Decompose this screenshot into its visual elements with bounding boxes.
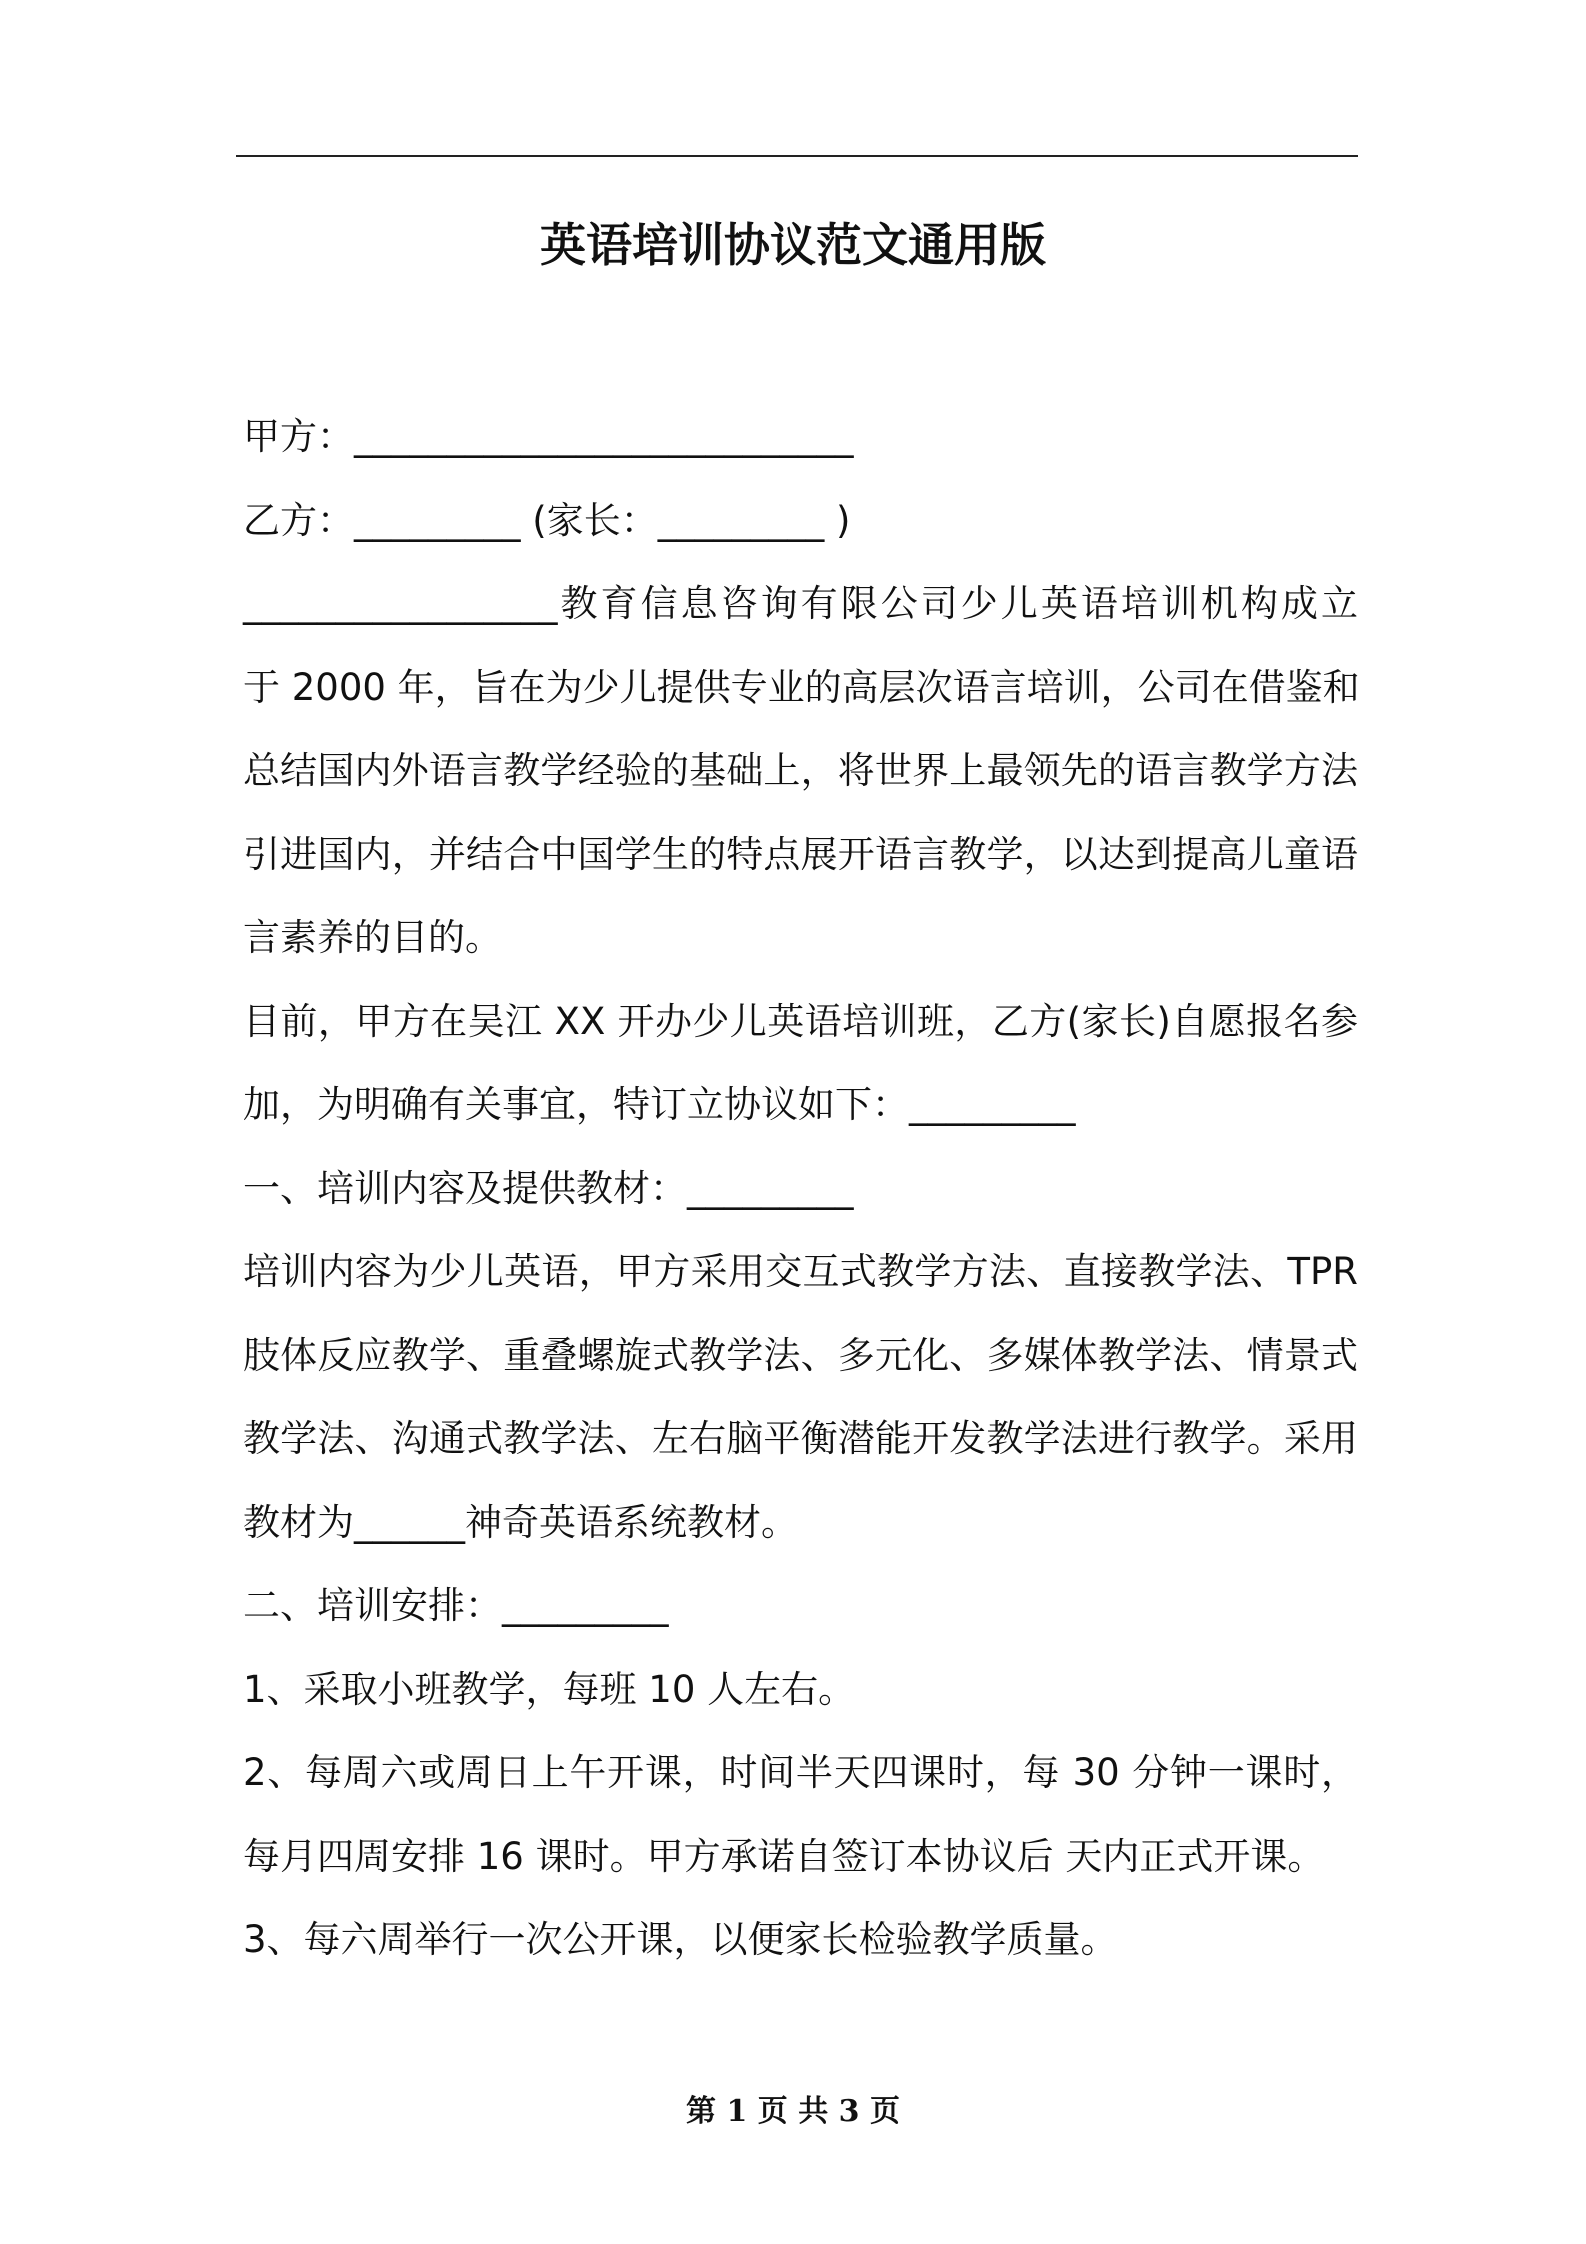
body-line: 培训内容为少儿英语，甲方采用交互式教学方法、直接教学法、TPR xyxy=(243,1250,1358,1293)
header-rule xyxy=(236,155,1358,157)
body-line: 于 2000 年，旨在为少儿提供专业的高层次语言培训，公司在借鉴和 xyxy=(243,665,1360,709)
document-title: 英语培训协议范文通用版 xyxy=(540,218,1046,272)
document-body xyxy=(243,395,1358,1982)
body-line: 教材为______神奇英语系统教材。 xyxy=(243,1500,798,1544)
list-item-1: 1、采取小班教学，每班 10 人左右。 xyxy=(243,1667,856,1711)
body-line-party-b: 乙方：_________ (家长：_________ ) xyxy=(243,498,851,542)
body-line: _________________教育信息咨询有限公司少儿英语培训机构成立 xyxy=(243,582,1358,625)
body-line: 总结国内外语言教学经验的基础上，将世界上最领先的语言教学方法 xyxy=(243,749,1358,792)
list-item-2: 2、每周六或周日上午开课，时间半天四课时，每 30 分钟一课时， xyxy=(243,1751,1358,1794)
body-line: 肢体反应教学、重叠螺旋式教学法、多元化、多媒体教学法、情景式 xyxy=(243,1333,1358,1377)
body-line: 目前，甲方在吴江 XX 开办少儿英语培训班，乙方(家长)自愿报名参 xyxy=(243,999,1358,1043)
body-line: 引进国内，并结合中国学生的特点展开语言教学，以达到提高儿童语 xyxy=(243,832,1358,876)
body-line: 加，为明确有关事宜，特订立协议如下：_________ xyxy=(243,1083,1076,1126)
body-line: 言素养的目的。 xyxy=(243,916,502,959)
section-heading-1: 一、培训内容及提供教材：_________ xyxy=(243,1166,854,1210)
list-item-3: 3、每六周举行一次公开课，以便家长检验教学质量。 xyxy=(243,1918,1118,1961)
list-item-2-cont: 每月四周安排 16 课时。甲方承诺自签订本协议后 天内正式开课。 xyxy=(243,1834,1325,1878)
body-line-party-a: 甲方：___________________________ xyxy=(243,415,854,458)
body-line: 教学法、沟通式教学法、左右脑平衡潜能开发教学法进行教学。采用 xyxy=(243,1417,1358,1460)
section-heading-2: 二、培训安排：_________ xyxy=(243,1584,669,1627)
page-number-footer: 第 1 页 共 3 页 xyxy=(686,2094,900,2129)
